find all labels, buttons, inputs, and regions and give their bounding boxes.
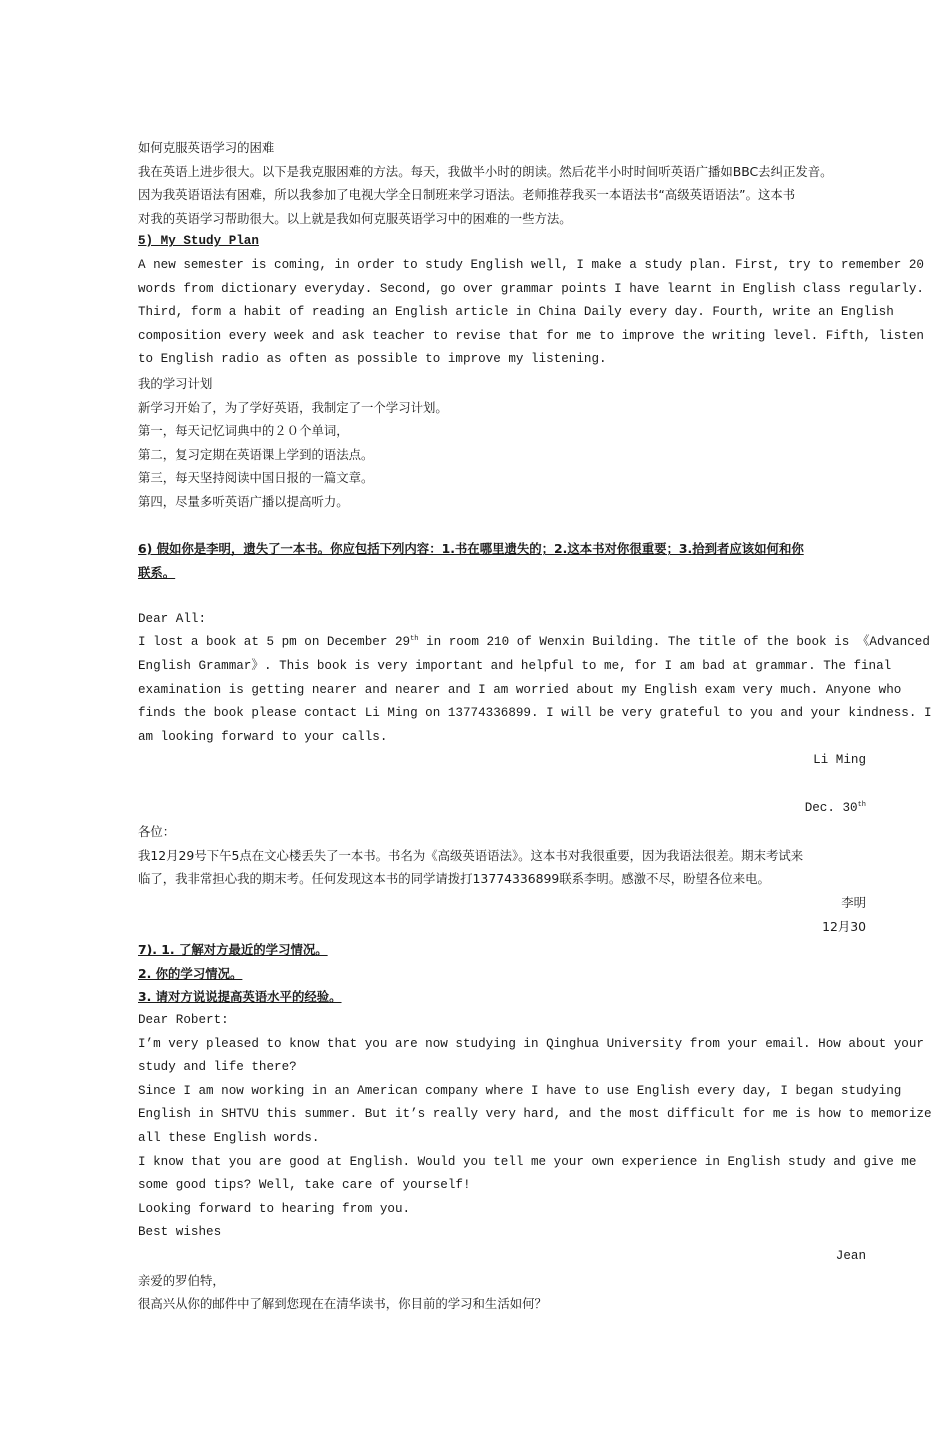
letter-body-line bbox=[138, 631, 930, 655]
cn-letter-greeting: 各位： bbox=[138, 824, 176, 840]
cn-letter-line: 临了，我非常担心我的期末考。任何发现这本书的同学请拨打13774336899联系李明。感激不尽，盼望各位来电。 bbox=[138, 871, 770, 887]
section5-en-line: to English radio as often as possible to improve my listening. bbox=[138, 352, 607, 367]
letter-body-line: finds the book please contact Li Ming on 13774336899. I will be very grateful to you and your kindness. I bbox=[138, 706, 932, 721]
cn-letter-date: 12月30 bbox=[822, 918, 866, 934]
letter-signature: Li Ming bbox=[813, 753, 866, 768]
letter-closing: Best wishes bbox=[138, 1225, 222, 1240]
section7-heading: 3. 请对方说说提高英语水平的经验。 bbox=[138, 989, 342, 1005]
section6-heading: 6) 假如你是李明，遗失了一本书。你应包括下列内容：1.书在哪里遗失的；2.这本书对你很重要；3.拾到者应该如何和你 bbox=[138, 541, 804, 557]
section5-en-line: words from dictionary everyday. Second, go over grammar points I have learnt in English class regularly. bbox=[138, 281, 924, 296]
letter-body-line: Since I am now working in an American company where I have to use English every day, I began studying bbox=[138, 1083, 902, 1098]
cn-letter-signature: 李明 bbox=[841, 895, 866, 910]
section4-cn-line: 我在英语上进步很大。以下是我克服困难的方法。每天，我做半小时的朗读。然后花半小时时间听英语广播如BBC去纠正发音。 bbox=[138, 163, 833, 179]
section5-cn-line: 第四，尽量多听英语广播以提高听力。 bbox=[138, 493, 349, 509]
section4-cn-line: 对我的英语学习帮助很大。以上就是我如何克服英语学习中的困难的一些方法。 bbox=[138, 210, 572, 226]
spacer bbox=[138, 773, 866, 797]
section5-en-line: composition every week and ask teacher to revise that for me to improve the writing level. Fifth, listen bbox=[138, 328, 924, 343]
section5-cn-line: 第一，每天记忆词典中的２０个单词， bbox=[138, 423, 349, 439]
letter-text: in room 210 of Wenxin Building. The title of the book is 《Advanced bbox=[418, 635, 930, 650]
section5-cn-line: 第三，每天坚持阅读中国日报的一篇文章。 bbox=[138, 470, 374, 486]
section5-cn-line: 新学习开始了，为了学好英语，我制定了一个学习计划。 bbox=[138, 399, 448, 415]
letter-body-line: all these English words. bbox=[138, 1130, 320, 1145]
letter-text: I lost a book at 5 pm on December 29 bbox=[138, 635, 411, 650]
spacer bbox=[138, 584, 866, 608]
letter-body-line: I know that you are good at English. Would you tell me your own experience in English study and give me bbox=[138, 1154, 917, 1169]
letter-body-line: English Grammar》. This book is very important and helpful to me, for I am bad at grammar. The final bbox=[138, 659, 892, 674]
section7-heading: 2. 你的学习情况。 bbox=[138, 965, 243, 981]
document-body bbox=[138, 136, 932, 1316]
cn-letter-line: 很高兴从你的邮件中了解到您现在在清华读书，你目前的学习和生活如何？ bbox=[138, 1296, 547, 1312]
letter-body-line: I’m very pleased to know that you are now studying in Qinghua University from your email. How about your bbox=[138, 1036, 924, 1051]
letter-body-line: examination is getting nearer and nearer and I am worried about my English exam very much. Anyone who bbox=[138, 682, 902, 697]
letter-body-line: am looking forward to your calls. bbox=[138, 729, 388, 744]
letter-signature: Jean bbox=[835, 1248, 866, 1263]
letter-date bbox=[138, 797, 866, 821]
date-text: Dec. 30 bbox=[804, 800, 858, 815]
cn-letter-line: 我12月29号下午5点在文心楼丢失了一本书。书名为《高级英语语法》。这本书对我很重要，因为我语法很差。期末考试来 bbox=[138, 847, 804, 863]
section6-heading-cont: 联系。 bbox=[138, 564, 176, 580]
section4-cn-title: 如何克服英语学习的困难 bbox=[138, 140, 275, 155]
letter-greeting: Dear All: bbox=[138, 611, 207, 626]
letter-body-line: English in SHTVU this summer. But it’s really very hard, and the most difficult for me is how to memorize bbox=[138, 1107, 932, 1122]
section5-en-line: A new semester is coming, in order to study English well, I make a study plan. First, try to remember 20 bbox=[138, 257, 924, 272]
cn-letter-greeting: 亲爱的罗伯特， bbox=[138, 1272, 225, 1288]
letter-body-line: some good tips? Well, take care of yourself! bbox=[138, 1178, 471, 1193]
section5-heading: 5) My Study Plan bbox=[138, 234, 259, 249]
ordinal-suffix: th bbox=[857, 800, 866, 809]
spacer bbox=[138, 514, 866, 538]
section5-cn-title: 我的学习计划 bbox=[138, 375, 213, 391]
ordinal-suffix: th bbox=[410, 635, 419, 644]
letter-greeting: Dear Robert: bbox=[138, 1012, 229, 1027]
letter-body-line: Looking forward to hearing from you. bbox=[138, 1201, 411, 1216]
section5-en-line: Third, form a habit of reading an English article in China Daily every day. Fourth, write an English bbox=[138, 305, 894, 320]
letter-body-line: study and life there? bbox=[138, 1060, 297, 1075]
section7-heading: 7). 1. 了解对方最近的学习情况。 bbox=[138, 942, 328, 958]
section4-cn-line: 因为我英语语法有困难，所以我参加了电视大学全日制班来学习语法。老师推荐我买一本语法书“高级英语语法”。这本书 bbox=[138, 187, 796, 203]
section5-cn-line: 第二，复习定期在英语课上学到的语法点。 bbox=[138, 446, 374, 462]
